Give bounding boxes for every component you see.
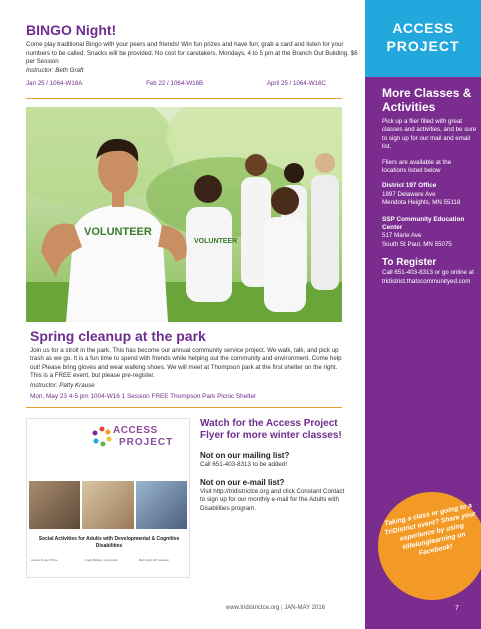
- flyer-title: Social Activities for Adults with Developmental & Cognitive Disabilities: [38, 536, 180, 549]
- volunteer-shirt-text: VOLUNTEER: [84, 226, 152, 238]
- page-number: 7: [455, 605, 459, 612]
- bingo-session: April 25 / 1064-W16C: [266, 80, 326, 88]
- page-footer: [226, 605, 325, 611]
- register-heading: To Register: [382, 257, 437, 269]
- bingo-section: [26, 22, 360, 87]
- flyer-thumbnail: [26, 418, 190, 578]
- volunteer-photo: [26, 107, 342, 322]
- volunteer-shirt-text-small: VOLUNTEER: [194, 238, 238, 245]
- location-name: SSP Community Education Center: [382, 215, 465, 232]
- bingo-instructor: Instructor: Beth Graft: [26, 66, 84, 74]
- bingo-title: BINGO Night!: [26, 22, 117, 38]
- address-line: 517 Marie Ave: [382, 232, 422, 240]
- sidebar-brand: [365, 0, 481, 77]
- watch-title: Watch for the Access Project Flyer for more winter classes!: [200, 418, 342, 441]
- spring-details: Mon, May 23 4-5 pm 1004-W16 1 Session FREE Thompson Park Picnic Shelter: [30, 393, 257, 401]
- location-address: [382, 232, 477, 249]
- divider: [26, 407, 342, 408]
- email-heading: Not on our e-mail list?: [200, 477, 285, 487]
- sidebar-intro: Pick up a flier filled with great classes and activities, and be sure to sign up for our mail and email list.: [382, 118, 477, 151]
- sidebar-brand-line1: ACCESS: [392, 20, 454, 36]
- bingo-session: Jan 25 / 1064-W16A: [26, 80, 83, 88]
- social-callout-text: Taking a class or going to a TriDistrict event? Share your experience by using #lifelonglearning on Facebook!: [383, 502, 477, 558]
- footer-issue: JAN-MAY 2016: [284, 605, 326, 611]
- flyer-footer: [31, 559, 187, 563]
- flyer-photo: [29, 481, 80, 529]
- bingo-description: Come play traditional Bingo with your peers and friends! Win fun prizes and have fun; grab a card and listen for your numbers to be called. Snacks will be provided. No cost for caretakers. Mondays, 4 to 5 pm at the Branch Out Building. $6 per Session: [26, 41, 358, 66]
- flyer-photo: [82, 481, 133, 529]
- flyer-brand-line2: PROJECT: [119, 437, 174, 448]
- flyer-brand-line1: ACCESS: [113, 425, 158, 436]
- footer-separator: |: [281, 605, 285, 611]
- flyer-footer-item: Access Project Office: [31, 558, 58, 562]
- footer-url[interactable]: www.tridistrictce.org: [226, 605, 280, 611]
- sidebar-content: [382, 86, 477, 293]
- flyer-photos: [29, 481, 187, 529]
- flyer-logo: [93, 425, 187, 459]
- address-line: Mendota Heights, MN 55118: [382, 199, 461, 207]
- register-text: Call 651-403-8313 or go online at tridistrict.thatscommunityed.com: [382, 269, 474, 285]
- location-address: [382, 191, 477, 208]
- spring-cleanup-section: [30, 328, 345, 401]
- mailing-text: Call 651-403-8313 to be added!: [200, 461, 288, 468]
- sidebar-locations-intro: Fliers are available at the locations listed below: [382, 158, 452, 175]
- address-line: 1897 Delaware Ave: [382, 190, 436, 198]
- volunteer-photo-illustration: [26, 107, 342, 322]
- spring-title: Spring cleanup at the park: [30, 328, 206, 344]
- sidebar-heading: More Classes & Activities: [382, 86, 472, 114]
- mailing-heading: Not on our mailing list?: [200, 451, 290, 460]
- bingo-session: Feb 22 / 1064-W16B: [146, 80, 204, 88]
- sidebar-brand-line2: PROJECT: [386, 38, 460, 54]
- social-callout-badge: [378, 492, 481, 600]
- watch-section: [200, 418, 350, 521]
- spring-instructor: Instructor: Patty Krause: [30, 381, 95, 389]
- divider: [26, 98, 342, 99]
- flyer-footer-item: Beth Graft, AP Assistant: [139, 558, 169, 562]
- flyer-photo: [136, 481, 187, 529]
- address-line: South St Paul, MN 55075: [382, 240, 452, 248]
- bingo-sessions: [26, 80, 326, 87]
- spring-description: Join us for a stroll in the park. This has become our annual community service project. We walk, talk, and pick up trash as we go. It is a fun time to spend with friends while helping out the community and environment. Come help out! Please bring gloves and wear walking shoes. We will meet at Thompson park at the first shelter on the right. This is a FREE event, but please pre-register.: [30, 347, 342, 380]
- location-name: District 197 Office: [382, 182, 437, 190]
- email-text: Visit http://tridistrictce.org and click Constant Contact to sign up for our monthly e-mail for the Adults with Disabilities program.: [200, 487, 345, 512]
- flyer-footer-item: Angie Barkley, Coordinator: [85, 558, 119, 562]
